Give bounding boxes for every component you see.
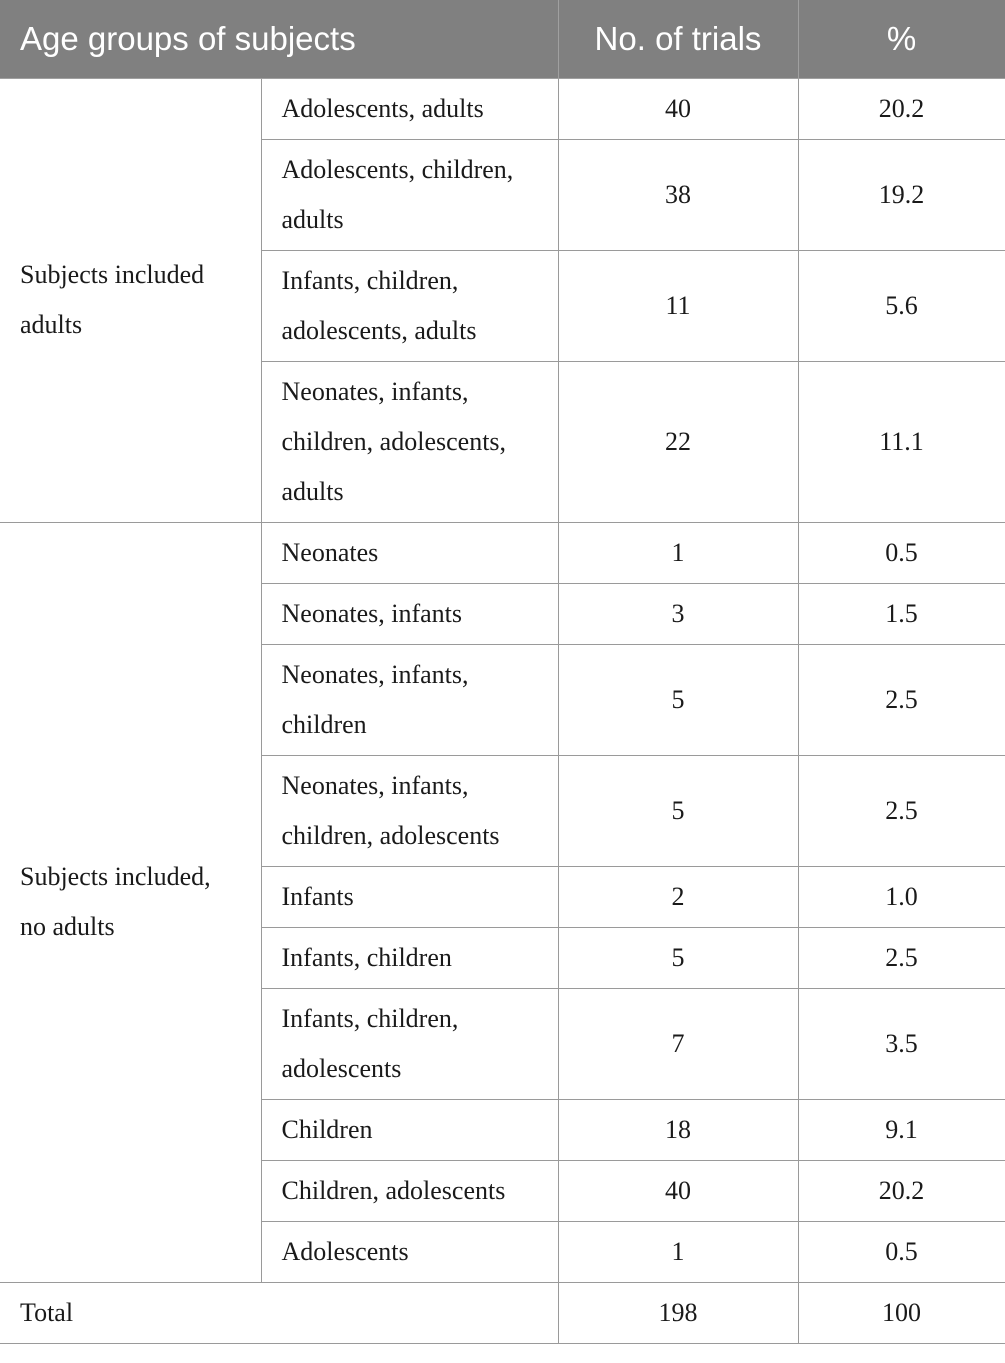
trials-cell: 38 [558, 139, 798, 250]
total-label: Total [0, 1282, 558, 1343]
header-age-groups: Age groups of subjects [0, 0, 558, 78]
trials-cell: 1 [558, 1221, 798, 1282]
percent-cell: 1.5 [798, 583, 1005, 644]
percent-cell: 2.5 [798, 644, 1005, 755]
percent-cell: 1.0 [798, 866, 1005, 927]
percent-cell: 0.5 [798, 1221, 1005, 1282]
age-cell: Adolescents, adults [261, 78, 558, 139]
trials-cell: 18 [558, 1099, 798, 1160]
percent-cell: 9.1 [798, 1099, 1005, 1160]
header-trials: No. of trials [558, 0, 798, 78]
percent-cell: 2.5 [798, 927, 1005, 988]
age-cell: Neonates [261, 522, 558, 583]
trials-cell: 5 [558, 927, 798, 988]
age-cell: Neonates, infants [261, 583, 558, 644]
header-percent: % [798, 0, 1005, 78]
group-label: Subjects included adults [0, 78, 261, 522]
age-cell: Infants, children [261, 927, 558, 988]
percent-cell: 3.5 [798, 988, 1005, 1099]
trials-cell: 22 [558, 361, 798, 522]
trials-cell: 3 [558, 583, 798, 644]
trials-cell: 7 [558, 988, 798, 1099]
age-cell: Adolescents, children, adults [261, 139, 558, 250]
trials-cell: 5 [558, 755, 798, 866]
percent-cell: 19.2 [798, 139, 1005, 250]
percent-cell: 11.1 [798, 361, 1005, 522]
age-cell: Adolescents [261, 1221, 558, 1282]
total-percent: 100 [798, 1282, 1005, 1343]
percent-cell: 5.6 [798, 250, 1005, 361]
percent-cell: 2.5 [798, 755, 1005, 866]
age-cell: Infants, children, adolescents [261, 988, 558, 1099]
age-cell: Children, adolescents [261, 1160, 558, 1221]
trials-cell: 40 [558, 1160, 798, 1221]
total-trials: 198 [558, 1282, 798, 1343]
group-label: Subjects included, no adults [0, 522, 261, 1282]
trials-cell: 5 [558, 644, 798, 755]
trials-cell: 1 [558, 522, 798, 583]
header-row [0, 0, 1005, 78]
percent-cell: 20.2 [798, 1160, 1005, 1221]
age-cell: Infants [261, 866, 558, 927]
table-row [0, 78, 1005, 139]
age-cell: Children [261, 1099, 558, 1160]
age-cell: Infants, children, adolescents, adults [261, 250, 558, 361]
trials-cell: 11 [558, 250, 798, 361]
percent-cell: 20.2 [798, 78, 1005, 139]
age-cell: Neonates, infants, children [261, 644, 558, 755]
table-row [0, 522, 1005, 583]
total-row [0, 1282, 1005, 1343]
trials-cell: 40 [558, 78, 798, 139]
trials-cell: 2 [558, 866, 798, 927]
age-cell: Neonates, infants, children, adolescents [261, 755, 558, 866]
percent-cell: 0.5 [798, 522, 1005, 583]
age-cell: Neonates, infants, children, adolescents, adults [261, 361, 558, 522]
